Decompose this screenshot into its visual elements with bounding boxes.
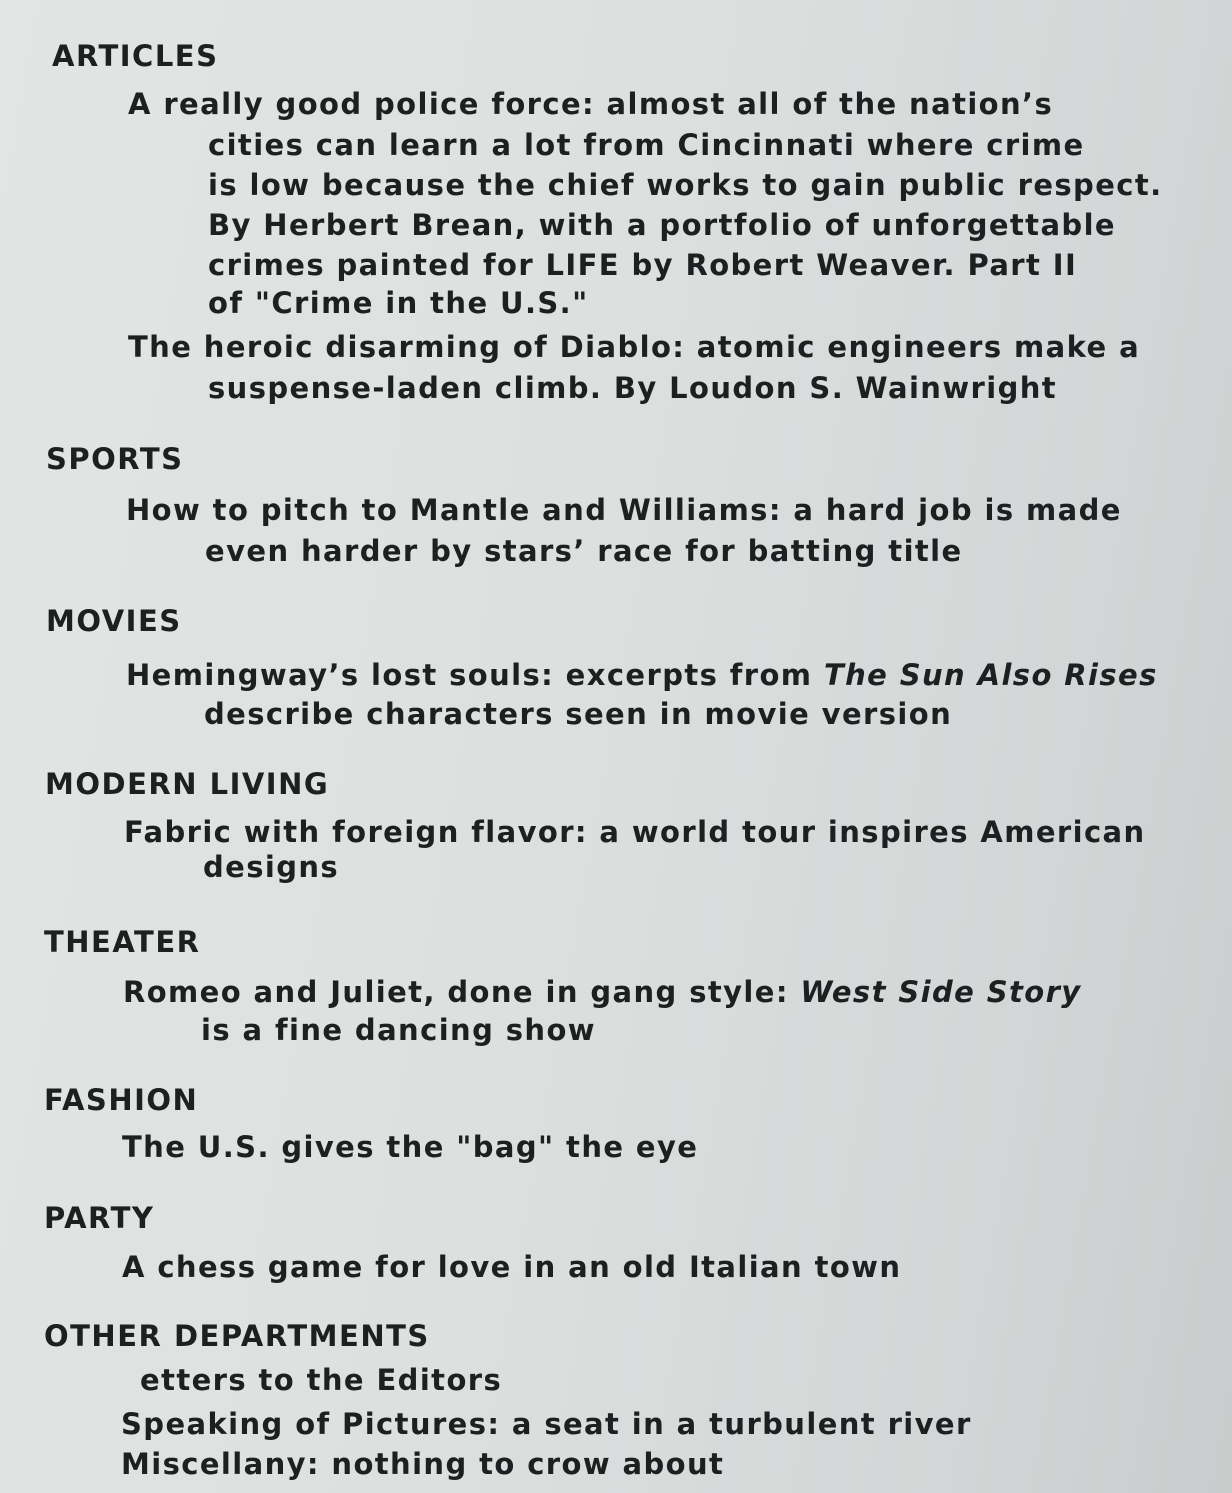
entry-text: Romeo and Juliet, done in gang style: [123,975,789,1009]
entry-line: Speaking of Pictures: a seat in a turbulent river [121,1407,972,1441]
entry-line: describe characters seen in movie version [204,697,953,731]
entry-line: The U.S. gives the "bag" the eye [122,1130,699,1164]
entry-line: is a fine dancing show [201,1013,596,1047]
section-heading: MOVIES [46,604,182,638]
section-heading: PARTY [44,1201,155,1235]
entry-line: designs [203,850,340,884]
section-heading: ARTICLES [52,39,219,73]
entry-line: A chess game for love in an old Italian town [122,1250,902,1284]
entry-text: Hemingway’s lost souls: excerpts from [126,658,813,692]
italic-title: The Sun Also Rises [823,658,1158,692]
section-heading: SPORTS [46,442,184,476]
entry-line: By Herbert Brean, with a portfolio of unforgettable [208,208,1116,242]
entry-line: etters to the Editors [140,1363,503,1397]
italic-title: West Side Story [800,975,1082,1009]
entry-line: How to pitch to Mantle and Williams: a hard job is made [126,493,1122,527]
entry-line [126,655,1158,695]
entry-line: even harder by stars’ race for batting title [205,534,963,568]
entry-line: The heroic disarming of Diablo: atomic engineers make a [128,330,1141,364]
entry-line [123,972,1082,1012]
section-heading: FASHION [44,1083,199,1117]
entry-line: is low because the chief works to gain public respect. [208,168,1163,202]
entry-line: of "Crime in the U.S." [208,286,589,320]
entry-line: Miscellany: nothing to crow about [121,1447,725,1481]
entry-line: A really good police force: almost all of the nation’s [128,87,1054,121]
section-heading: OTHER DEPARTMENTS [44,1319,430,1353]
section-heading: THEATER [44,925,201,959]
entry-line: suspense-laden climb. By Loudon S. Wainwright [208,371,1058,405]
entry-line: cities can learn a lot from Cincinnati where crime [208,128,1085,162]
entry-line: crimes painted for LIFE by Robert Weaver. Part II [208,248,1078,282]
section-heading: MODERN LIVING [45,767,330,801]
entry-line: Fabric with foreign flavor: a world tour inspires American [124,815,1146,849]
